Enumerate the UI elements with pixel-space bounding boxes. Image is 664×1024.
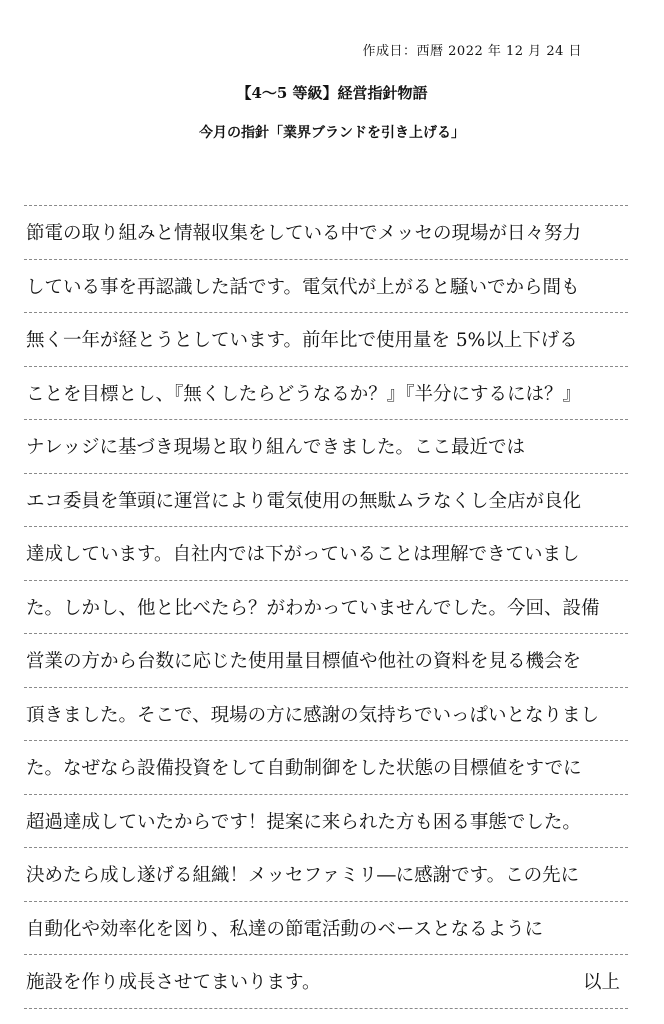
line-text: 超過達成していたからです！提案に来られた方も困る事態でした。: [26, 811, 581, 833]
line-text: ナレッジに基づき現場と取り組んできました。ここ最近では: [26, 437, 525, 459]
line-text: 達成しています。自社内では下がっていることは理解できていまし: [26, 544, 580, 566]
lined-body-text: [24, 205, 628, 1009]
text-line-4: [24, 367, 628, 421]
line-text: た。なぜなら設備投資をして自動制御をした状態の目標値をすでに: [26, 758, 582, 780]
text-line-10: [24, 688, 628, 742]
text-line-12: [24, 795, 628, 849]
text-line-1: [24, 206, 628, 260]
line-text: 節電の取り組みと情報収集をしている中でメッセの現場が日々努力: [26, 223, 582, 245]
line-text: 決めたら成し遂げる組織！メッセファミリ―に感謝です。この先に: [26, 865, 580, 887]
closing-mark: 以上: [582, 972, 620, 994]
line-text: エコ委員を筆頭に運営により電気使用の無駄ムラなくし全店が良化: [26, 490, 582, 512]
text-line-3: [24, 313, 628, 367]
line-text: 自動化や効率化を図り、私達の節電活動のベースとなるように: [26, 918, 544, 940]
text-line-9: [24, 634, 628, 688]
text-line-6: [24, 474, 628, 528]
text-line-13: [24, 848, 628, 902]
line-text: 頂きました。そこで、現場の方に感謝の気持ちでいっぱいとなりまし: [26, 704, 599, 726]
line-text: 施設を作り成長させてまいります。: [26, 972, 321, 994]
document-subtitle: 今月の指針「業界ブランドを引き上げる」: [199, 125, 465, 141]
line-text: 無く一年が経とうとしています。前年比で使用量を 5%以上下げる: [26, 330, 578, 352]
document-title: 【4〜5 等級】経営指針物語: [236, 84, 428, 102]
document-date: 作成日：西暦 2022 年 12 月 24 日: [362, 44, 582, 59]
text-line-8: [24, 581, 628, 635]
text-line-15: [24, 955, 628, 1009]
line-text: た。しかし、他と比べたら？がわかっていませんでした。今回、設備: [26, 597, 600, 619]
line-text: ことを目標とし、『無くしたらどうなるか？』『半分にするには？』: [26, 383, 582, 405]
line-text: 営業の方から台数に応じた使用量目標値や他社の資料を見る機会を: [26, 651, 582, 673]
text-line-11: [24, 741, 628, 795]
text-line-5: [24, 420, 628, 474]
line-text: している事を再認識した話です。電気代が上がると騒いでから間も: [26, 276, 580, 298]
text-line-14: [24, 902, 628, 956]
text-line-2: [24, 260, 628, 314]
text-line-7: [24, 527, 628, 581]
